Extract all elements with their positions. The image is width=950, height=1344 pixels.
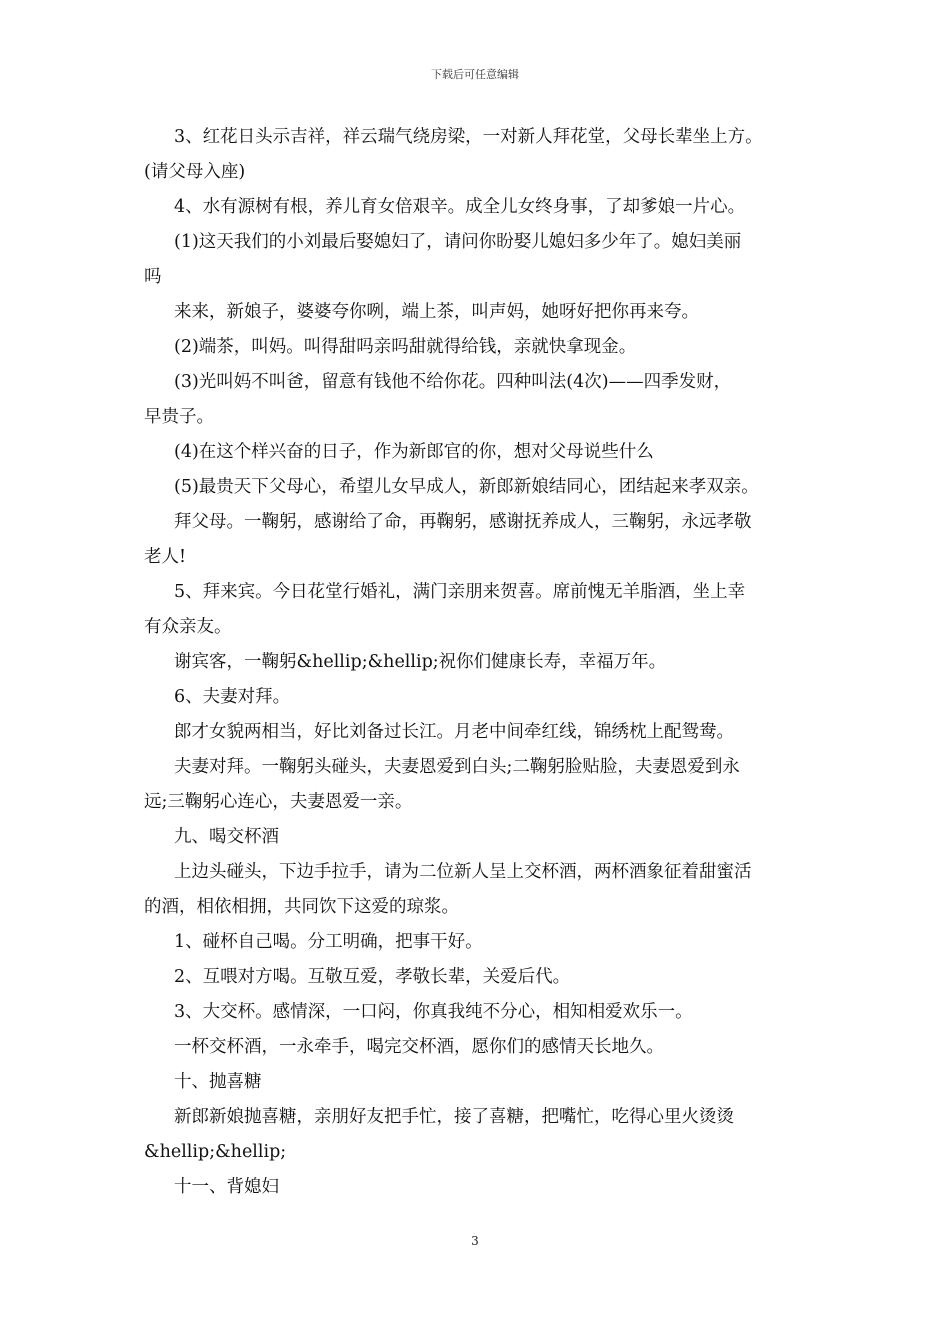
text-line: 早贵子。	[144, 407, 214, 427]
text-line: (4)在这个样兴奋的日子，作为新郎官的你，想对父母说些什么	[174, 442, 654, 462]
text-line: 吗	[144, 267, 162, 287]
text-line: (1)这天我们的小刘最后娶媳妇了，请问你盼娶儿媳妇多少年了。媳妇美丽	[174, 232, 742, 252]
text-line: 6、夫妻对拜。	[174, 687, 291, 707]
text-line: 十一、背媳妇	[174, 1177, 279, 1197]
text-line: (请父母入座)	[144, 162, 246, 182]
page-header-note: 下载后可任意编辑	[431, 68, 519, 81]
text-line: 拜父母。一鞠躬，感谢给了命，再鞠躬，感谢抚养成人，三鞠躬，永远孝敬	[174, 512, 752, 532]
text-line: 来来，新娘子，婆婆夸你咧，端上茶，叫声妈，她呀好把你再来夸。	[174, 302, 699, 322]
text-line: 老人!	[144, 547, 187, 567]
text-line: 远;三鞠躬心连心，夫妻恩爱一亲。	[144, 792, 413, 812]
text-line: 九、喝交杯酒	[174, 827, 279, 847]
text-line: 夫妻对拜。一鞠躬头碰头，夫妻恩爱到白头;二鞠躬脸贴脸，夫妻恩爱到永	[174, 757, 740, 777]
text-line: 3、红花日头示吉祥，祥云瑞气绕房梁，一对新人拜花堂，父母长辈坐上方。	[174, 127, 763, 147]
text-line: 十、抛喜糖	[174, 1072, 262, 1092]
text-line: (5)最贵天下父母心，希望儿女早成人，新郎新娘结同心，团结起来孝双亲。	[174, 477, 759, 497]
text-line: 郎才女貌两相当，好比刘备过长江。月老中间牵红线，锦绣枕上配鸳鸯。	[174, 722, 734, 742]
page-number: 3	[471, 1234, 479, 1248]
text-line: 谢宾客，一鞠躬&hellip;&hellip;祝你们健康长寿，幸福万年。	[174, 652, 667, 672]
text-line: 4、水有源树有根，养儿育女倍艰辛。成全儿女终身事，了却爹娘一片心。	[174, 197, 746, 217]
text-line: 的酒，相依相拥，共同饮下这爱的琼浆。	[144, 897, 459, 917]
text-line: 有众亲友。	[144, 617, 232, 637]
text-line: &hellip;&hellip;	[144, 1142, 287, 1162]
text-line: 上边头碰头，下边手拉手，请为二位新人呈上交杯酒，两杯酒象征着甜蜜活	[174, 862, 752, 882]
document-body	[144, 120, 814, 1205]
text-line: 2、互喂对方喝。互敬互爱，孝敬长辈，关爱后代。	[174, 967, 571, 987]
text-line: 3、大交杯。感情深，一口闷，你真我纯不分心，相知相爱欢乐一。	[174, 1002, 693, 1022]
text-line: (2)端茶，叫妈。叫得甜吗亲吗甜就得给钱，亲就快拿现金。	[174, 337, 637, 357]
text-line: 新郎新娘抛喜糖，亲朋好友把手忙，接了喜糖，把嘴忙，吃得心里火烫烫	[174, 1107, 734, 1127]
text-line: 5、拜来宾。今日花堂行婚礼，满门亲朋来贺喜。席前愧无羊脂酒，坐上幸	[174, 582, 746, 602]
text-line: 一杯交杯酒，一永牵手，喝完交杯酒，愿你们的感情天长地久。	[174, 1037, 664, 1057]
text-line: 1、碰杯自己喝。分工明确，把事干好。	[174, 932, 483, 952]
text-line: (3)光叫妈不叫爸，留意有钱他不给你花。四种叫法(4次)——四季发财，	[174, 372, 732, 392]
